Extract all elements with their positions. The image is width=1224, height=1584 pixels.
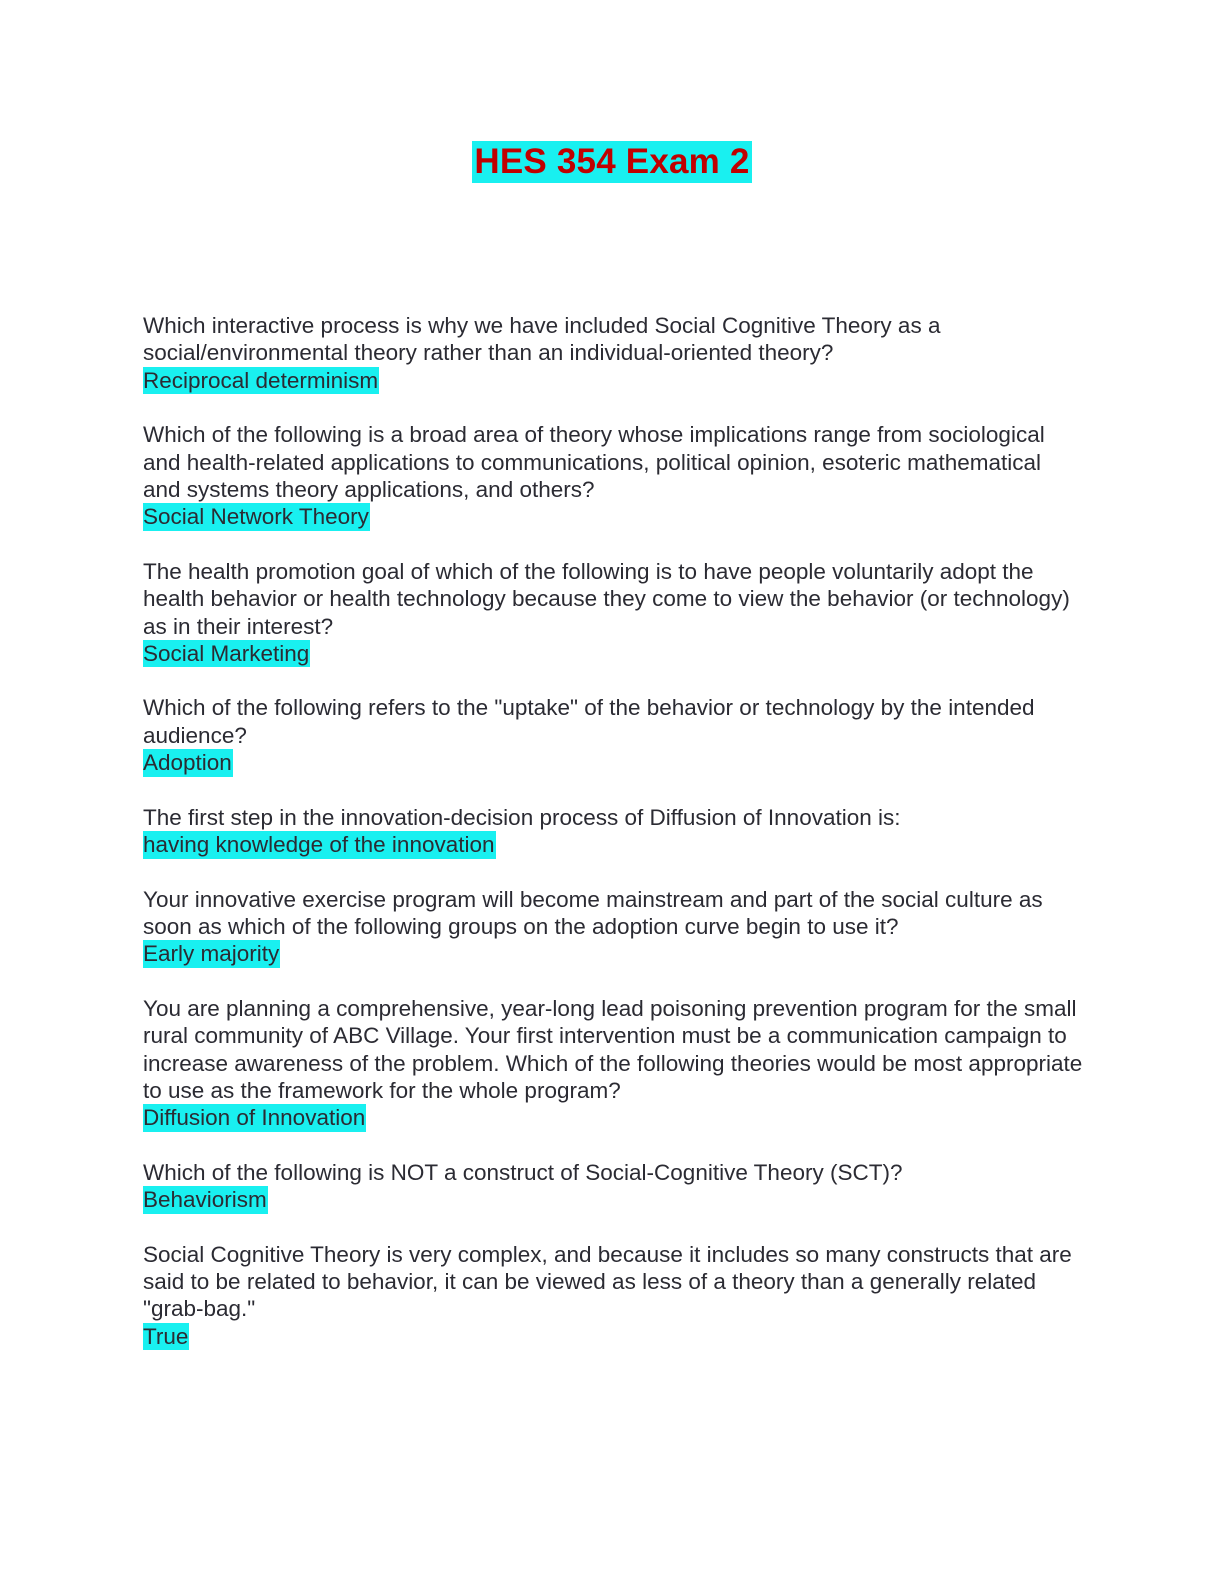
- qa-list: [143, 312, 1083, 1377]
- qa-item: [143, 421, 1083, 531]
- qa-item: [143, 995, 1083, 1132]
- title-container: [0, 141, 1224, 183]
- answer-highlight: True: [143, 1323, 189, 1349]
- answer-highlight: having knowledge of the innovation: [143, 832, 495, 858]
- answer-highlight: Social Network Theory: [143, 504, 369, 530]
- qa-item: [143, 886, 1083, 968]
- question-text: Social Cognitive Theory is very complex, and because it includes so many constructs that are said to be related to behavior, it can be viewed as less of a theory than a generally related "grab-bag.": [143, 1241, 1072, 1322]
- answer-highlight: Early majority: [143, 941, 280, 967]
- qa-item: [143, 1159, 1083, 1214]
- question-text: Which of the following is a broad area of theory whose implications range from sociological and health-related applications to communications, political opinion, esoteric mathematical and systems theory applications, and others?: [143, 422, 1045, 503]
- page-title: HES 354 Exam 2: [474, 142, 750, 181]
- answer-highlight: Diffusion of Innovation: [143, 1105, 366, 1131]
- question-text: The health promotion goal of which of the following is to have people voluntarily adopt the health behavior or health technology because they come to view the behavior (or technology) as in their interest?: [143, 558, 1070, 639]
- question-text: Which of the following is NOT a construct of Social-Cognitive Theory (SCT)?: [143, 1159, 903, 1185]
- qa-item: [143, 312, 1083, 394]
- answer-highlight: Behaviorism: [143, 1187, 267, 1213]
- qa-item: [143, 1241, 1083, 1351]
- answer-highlight: Social Marketing: [143, 641, 310, 667]
- question-text: Your innovative exercise program will become mainstream and part of the social culture as soon as which of the following groups on the adoption curve begin to use it?: [143, 886, 1043, 939]
- question-text: Which of the following refers to the "uptake" of the behavior or technology by the intended audience?: [143, 695, 1035, 748]
- question-text: The first step in the innovation-decision process of Diffusion of Innovation is:: [143, 804, 901, 830]
- question-text: You are planning a comprehensive, year-long lead poisoning prevention program for the small rural community of ABC Village. Your first intervention must be a communication campaign to increase awareness of the problem. Which of the following theories would be most appropriate to use as the framework for the whole program?: [143, 995, 1083, 1103]
- answer-highlight: Adoption: [143, 750, 232, 776]
- qa-item: [143, 558, 1083, 668]
- qa-item: [143, 694, 1083, 776]
- answer-highlight: Reciprocal determinism: [143, 367, 379, 393]
- qa-item: [143, 804, 1083, 859]
- question-text: Which interactive process is why we have included Social Cognitive Theory as a social/environmental theory rather than an individual-oriented theory?: [143, 313, 941, 366]
